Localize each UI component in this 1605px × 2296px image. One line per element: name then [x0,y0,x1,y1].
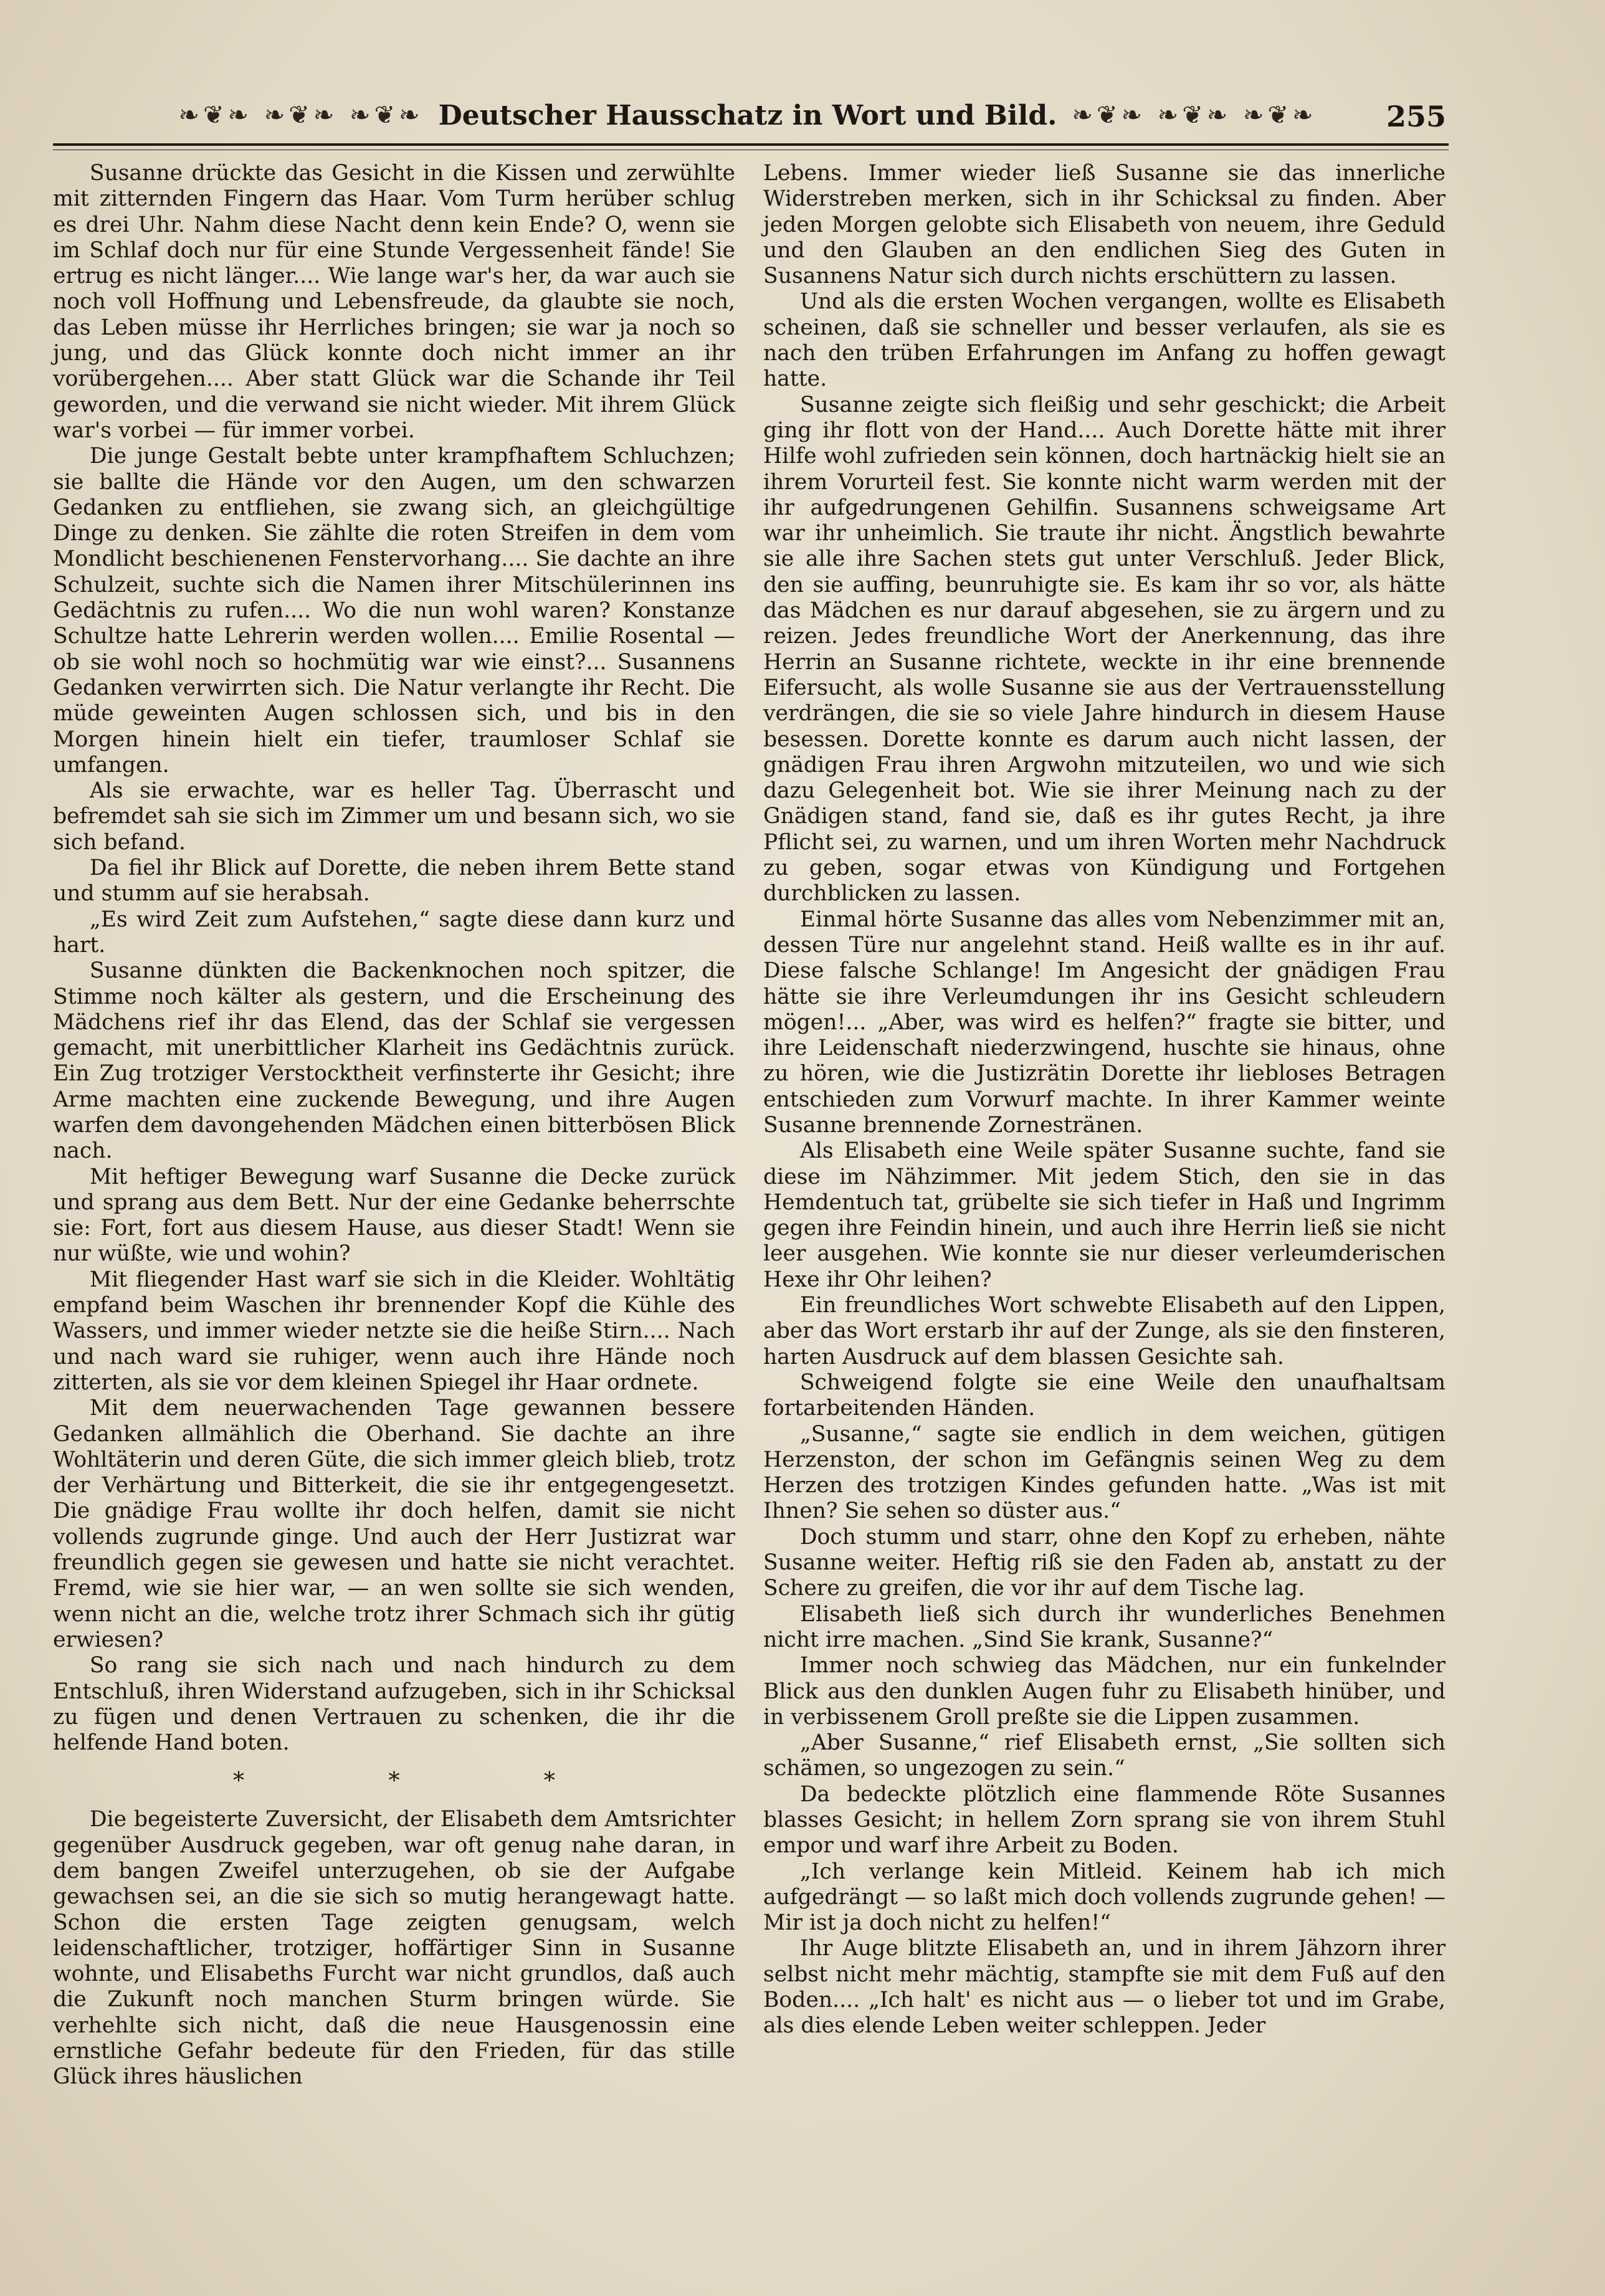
paragraph: Die begeisterte Zuversicht, der Elisabeth dem Amtsrichter gegenüber Ausdruck gegeben, war oft genug nahe daran, in dem bangen Zweifel unterzugehen, ob sie der Aufgabe gewachsen sei, an die sie sich so mutig herangewagt hatte. Schon die ersten Tage zeigten genugsam, welch leidenschaftlicher, trotziger, hoffärtiger Sinn in Susanne wohnte, und Elisabeths Furcht war nicht grundlos, daß auch die Zukunft noch manchen Sturm bringen würde. Sie verhehlte sich nicht, daß die neue Hausgenossin eine ernstliche Gefahr bedeute für den Frieden, für das stille Glück ihres häuslichen [53,1807,735,2090]
paragraph: „Ich verlange kein Mitleid. Keinem hab ich mich aufgedrängt — so laßt mich doch vollends zugrunde gehen! — Mir ist ja doch nicht zu helfen!“ [763,1859,1445,1936]
paragraph: Immer noch schwieg das Mädchen, nur ein funkelnder Blick aus den dunklen Augen fuhr zu Elisabeth hinüber, und in verbissenem Groll preßte sie die Lippen zusammen. [763,1653,1445,1730]
paragraph: Mit dem neuerwachenden Tage gewannen bessere Gedanken allmählich die Oberhand. Sie dachte an ihre Wohltäterin und deren Güte, die sich immer gleich blieb, trotz der Verhärtung und Bitterkeit, die sie ihr entgegengesetzt. Die gnädige Frau wollte ihr doch helfen, damit sie nicht vollends zugrunde ginge. Und auch der Herr Justizrat war freundlich gegen sie gewesen und hatte sie nicht verachtet. Fremd, wie sie hier war, — an wen sollte sie sich wenden, wenn nicht an die, welche trotz ihrer Schmach sich ihr gütig erwiesen? [53,1396,735,1652]
paragraph: Schweigend folgte sie eine Weile den unaufhaltsam fortarbeitenden Händen. [763,1370,1445,1421]
paragraph: Susanne dünkten die Backenknochen noch spitzer, die Stimme noch kälter als gestern, und die Erscheinung des Mädchens rief ihr das Elend, das der Schlaf sie vergessen gemacht, mit unerbittlicher Klarheit ins Gedächtnis zurück. Ein Zug trotziger Verstocktheit verfinsterte ihr Gesicht; ihre Arme machten eine zuckende Bewegung, und ihre Augen warfen dem davongehenden Mädchen einen bitterbösen Blick nach. [53,958,735,1164]
paragraph: Als Elisabeth eine Weile später Susanne suchte, fand sie diese im Nähzimmer. Mit jedem Stich, den sie in das Hemdentuch tat, grübelte sie sich tiefer in Haß und Ingrimm gegen ihre Feindin hinein, und auch ihre Herrin ließ sie nicht leer ausgehen. Wie konnte sie nur dieser verleumderischen Hexe ihr Ohr leihen? [763,1138,1445,1292]
running-header [50,93,1445,137]
header-rule-thick [53,143,1449,146]
page-number: 255 [1386,100,1446,133]
section-separator: * * * [233,1768,624,1794]
paragraph: „Susanne,“ sagte sie endlich in dem weichen, gütigen Herzenston, der schon im Gefängnis seinen Weg zu dem Herzen des trotzigen Kindes gefunden hatte. „Was ist mit Ihnen? Sie sehen so düster aus.“ [763,1421,1445,1524]
header-ornament-left: ❧❦❧ ❧❦❧ ❧❦❧ [178,101,424,130]
paragraph: Da fiel ihr Blick auf Dorette, die neben ihrem Bette stand und stumm auf sie herabsah. [53,855,735,907]
paragraph: Elisabeth ließ sich durch ihr wunderliches Benehmen nicht irre machen. „Sind Sie krank, Susanne?“ [763,1601,1445,1652]
right-column [763,161,1445,2039]
paragraph: Ihr Auge blitzte Elisabeth an, und in ihrem Jähzorn ihrer selbst nicht mehr mächtig, stampfte sie mit dem Fuß auf den Boden.... „Ich halt' es nicht aus — o lieber tot und im Grabe, als dies elende Leben weiter schleppen. Jeder [763,1936,1445,2039]
running-title: Deutscher Hausschatz in Wort und Bild. [438,99,1057,131]
paragraph: „Es wird Zeit zum Aufstehen,“ sagte diese dann kurz und hart. [53,907,735,958]
paragraph: Doch stumm und starr, ohne den Kopf zu erheben, nähte Susanne weiter. Heftig riß sie den Faden ab, anstatt zu der Schere zu greifen, die vor ihr auf dem Tische lag. [763,1524,1445,1601]
paragraph: Als sie erwachte, war es heller Tag. Überrascht und befremdet sah sie sich im Zimmer um und besann sich, wo sie sich befand. [53,778,735,855]
paragraph: Lebens. Immer wieder ließ Susanne sie das innerliche Widerstreben merken, sich in ihr Schicksal zu finden. Aber jeden Morgen gelobte sich Elisabeth von neuem, ihre Geduld und den Glauben an den endlichen Sieg des Guten in Susannens Natur sich durch nichts erschüttern zu lassen. [763,161,1445,289]
left-column [53,161,735,2090]
paragraph: Da bedeckte plötzlich eine flammende Röte Susannes blasses Gesicht; in hellem Zorn sprang sie von ihrem Stuhl empor und warf ihre Arbeit zu Boden. [763,1781,1445,1859]
paragraph: So rang sie sich nach und nach hindurch zu dem Entschluß, ihren Widerstand aufzugeben, sich in ihr Schicksal zu fügen und denen Vertrauen zu schenken, die ihr die helfende Hand boten. [53,1653,735,1756]
paragraph: „Aber Susanne,“ rief Elisabeth ernst, „Sie sollten sich schämen, so ungezogen zu sein.“ [763,1730,1445,1781]
paragraph: Und als die ersten Wochen vergangen, wollte es Elisabeth scheinen, daß sie schneller und besser verlaufen, als sie es nach den trüben Erfahrungen im Anfang zu hoffen gewagt hatte. [763,289,1445,392]
paragraph: Mit heftiger Bewegung warf Susanne die Decke zurück und sprang aus dem Bett. Nur der eine Gedanke beherrschte sie: Fort, fort aus diesem Hause, aus dieser Stadt! Wenn sie nur wüßte, wie und wohin? [53,1164,735,1267]
paragraph: Ein freundliches Wort schwebte Elisabeth auf den Lippen, aber das Wort erstarb ihr auf der Zunge, als sie den finsteren, harten Ausdruck auf dem blassen Gesichte sah. [763,1293,1445,1370]
paragraph: Einmal hörte Susanne das alles vom Nebenzimmer mit an, dessen Türe nur angelehnt stand. Heiß wallte es in ihr auf. Diese falsche Schlange! Im Angesicht der gnädigen Frau hätte sie ihre Verleumdungen ihr ins Gesicht schleudern mögen!... „Aber, was wird es helfen?“ fragte sie bitter, und ihre Leidenschaft niederzwingend, huschte sie hinaus, ohne zu hören, wie die Justizrätin Dorette ihr liebloses Betragen entschieden zum Vorwurf machte. In ihrer Kammer weinte Susanne brennende Zornestränen. [763,907,1445,1138]
paragraph: Susanne drückte das Gesicht in die Kissen und zerwühlte mit zitternden Fingern das Haar. Vom Turm herüber schlug es drei Uhr. Nahm diese Nacht denn kein Ende? O, wenn sie im Schlaf doch nur für eine Stunde Vergessenheit fände! Sie ertrug es nicht länger.... Wie lange war's her, da war auch sie noch voll Hoffnung und Lebensfreude, da glaubte sie noch, das Leben müsse ihr Herrliches bringen; sie war ja noch so jung, und das Glück konnte doch nicht immer an ihr vorübergehen.... Aber statt Glück war die Schande ihr Teil geworden, und die verwand sie nicht wieder. Mit ihrem Glück war's vorbei — für immer vorbei. [53,161,735,443]
paragraph: Susanne zeigte sich fleißig und sehr geschickt; die Arbeit ging ihr flott von der Hand.... Auch Dorette hätte mit ihrer Hilfe wohl zufrieden sein können, doch hartnäckig hielt sie an ihrem Vorurteil fest. Sie konnte nicht warm werden mit der ihr aufgedrungenen Gehilfin. Susannens schweigsame Art war ihr unheimlich. Sie traute ihr nicht. Ängstlich bewahrte sie alle ihre Sachen stets gut unter Verschluß. Jeder Blick, den sie auffing, beunruhigte sie. Es kam ihr so vor, als hätte das Mädchen es nur darauf abgesehen, sie zu ärgern und zu reizen. Jedes freundliche Wort der Anerkennung, das ihre Herrin an Susanne richtete, weckte in ihr eine brennende Eifersucht, als wolle Susanne sie aus der Vertrauensstellung verdrängen, die sie so viele Jahre hindurch in diesem Hause besessen. Dorette konnte es darum auch nicht lassen, der gnädigen Frau ihren Argwohn mitzuteilen, wo und wie sich dazu Gelegenheit bot. Wie sie ihrer Meinung nach zu der Gnädigen stand, fand sie, daß es ihr gutes Recht, ja ihre Pflicht sei, zu warnen, und um ihren Worten mehr Nachdruck zu geben, sogar etwas von Kündigung und Fortgehen durchblicken zu lassen. [763,392,1445,907]
paragraph: Die junge Gestalt bebte unter krampfhaftem Schluchzen; sie ballte die Hände vor den Augen, um den schwarzen Gedanken zu entfliehen, sie zwang sich, an gleichgültige Dinge zu denken. Sie zählte die roten Streifen in dem vom Mondlicht beschienenen Fenstervorhang.... Sie dachte an ihre Schulzeit, suchte sich die Namen ihrer Mitschülerinnen ins Gedächtnis zu rufen.... Wo die nun wohl waren? Konstanze Schultze hatte Lehrerin werden wollen.... Emilie Rosental — ob sie wohl noch so hochmütig war wie einst?... Susannens Gedanken verwirrten sich. Die Natur verlangte ihr Recht. Die müde geweinten Augen schlossen sich, und bis in den Morgen hinein hielt ein tiefer, traumloser Schlaf sie umfangen. [53,444,735,778]
header-ornament-right: ❧❦❧ ❧❦❧ ❧❦❧ [1072,101,1317,130]
paragraph: Mit fliegender Hast warf sie sich in die Kleider. Wohltätig empfand beim Waschen ihr brennender Kopf die Kühle des Wassers, und immer wieder netzte sie die heiße Stirn.... Nach und nach ward sie ruhiger, wenn auch ihre Hände noch zitterten, als sie vor dem kleinen Spiegel ihr Haar ordnete. [53,1267,735,1395]
